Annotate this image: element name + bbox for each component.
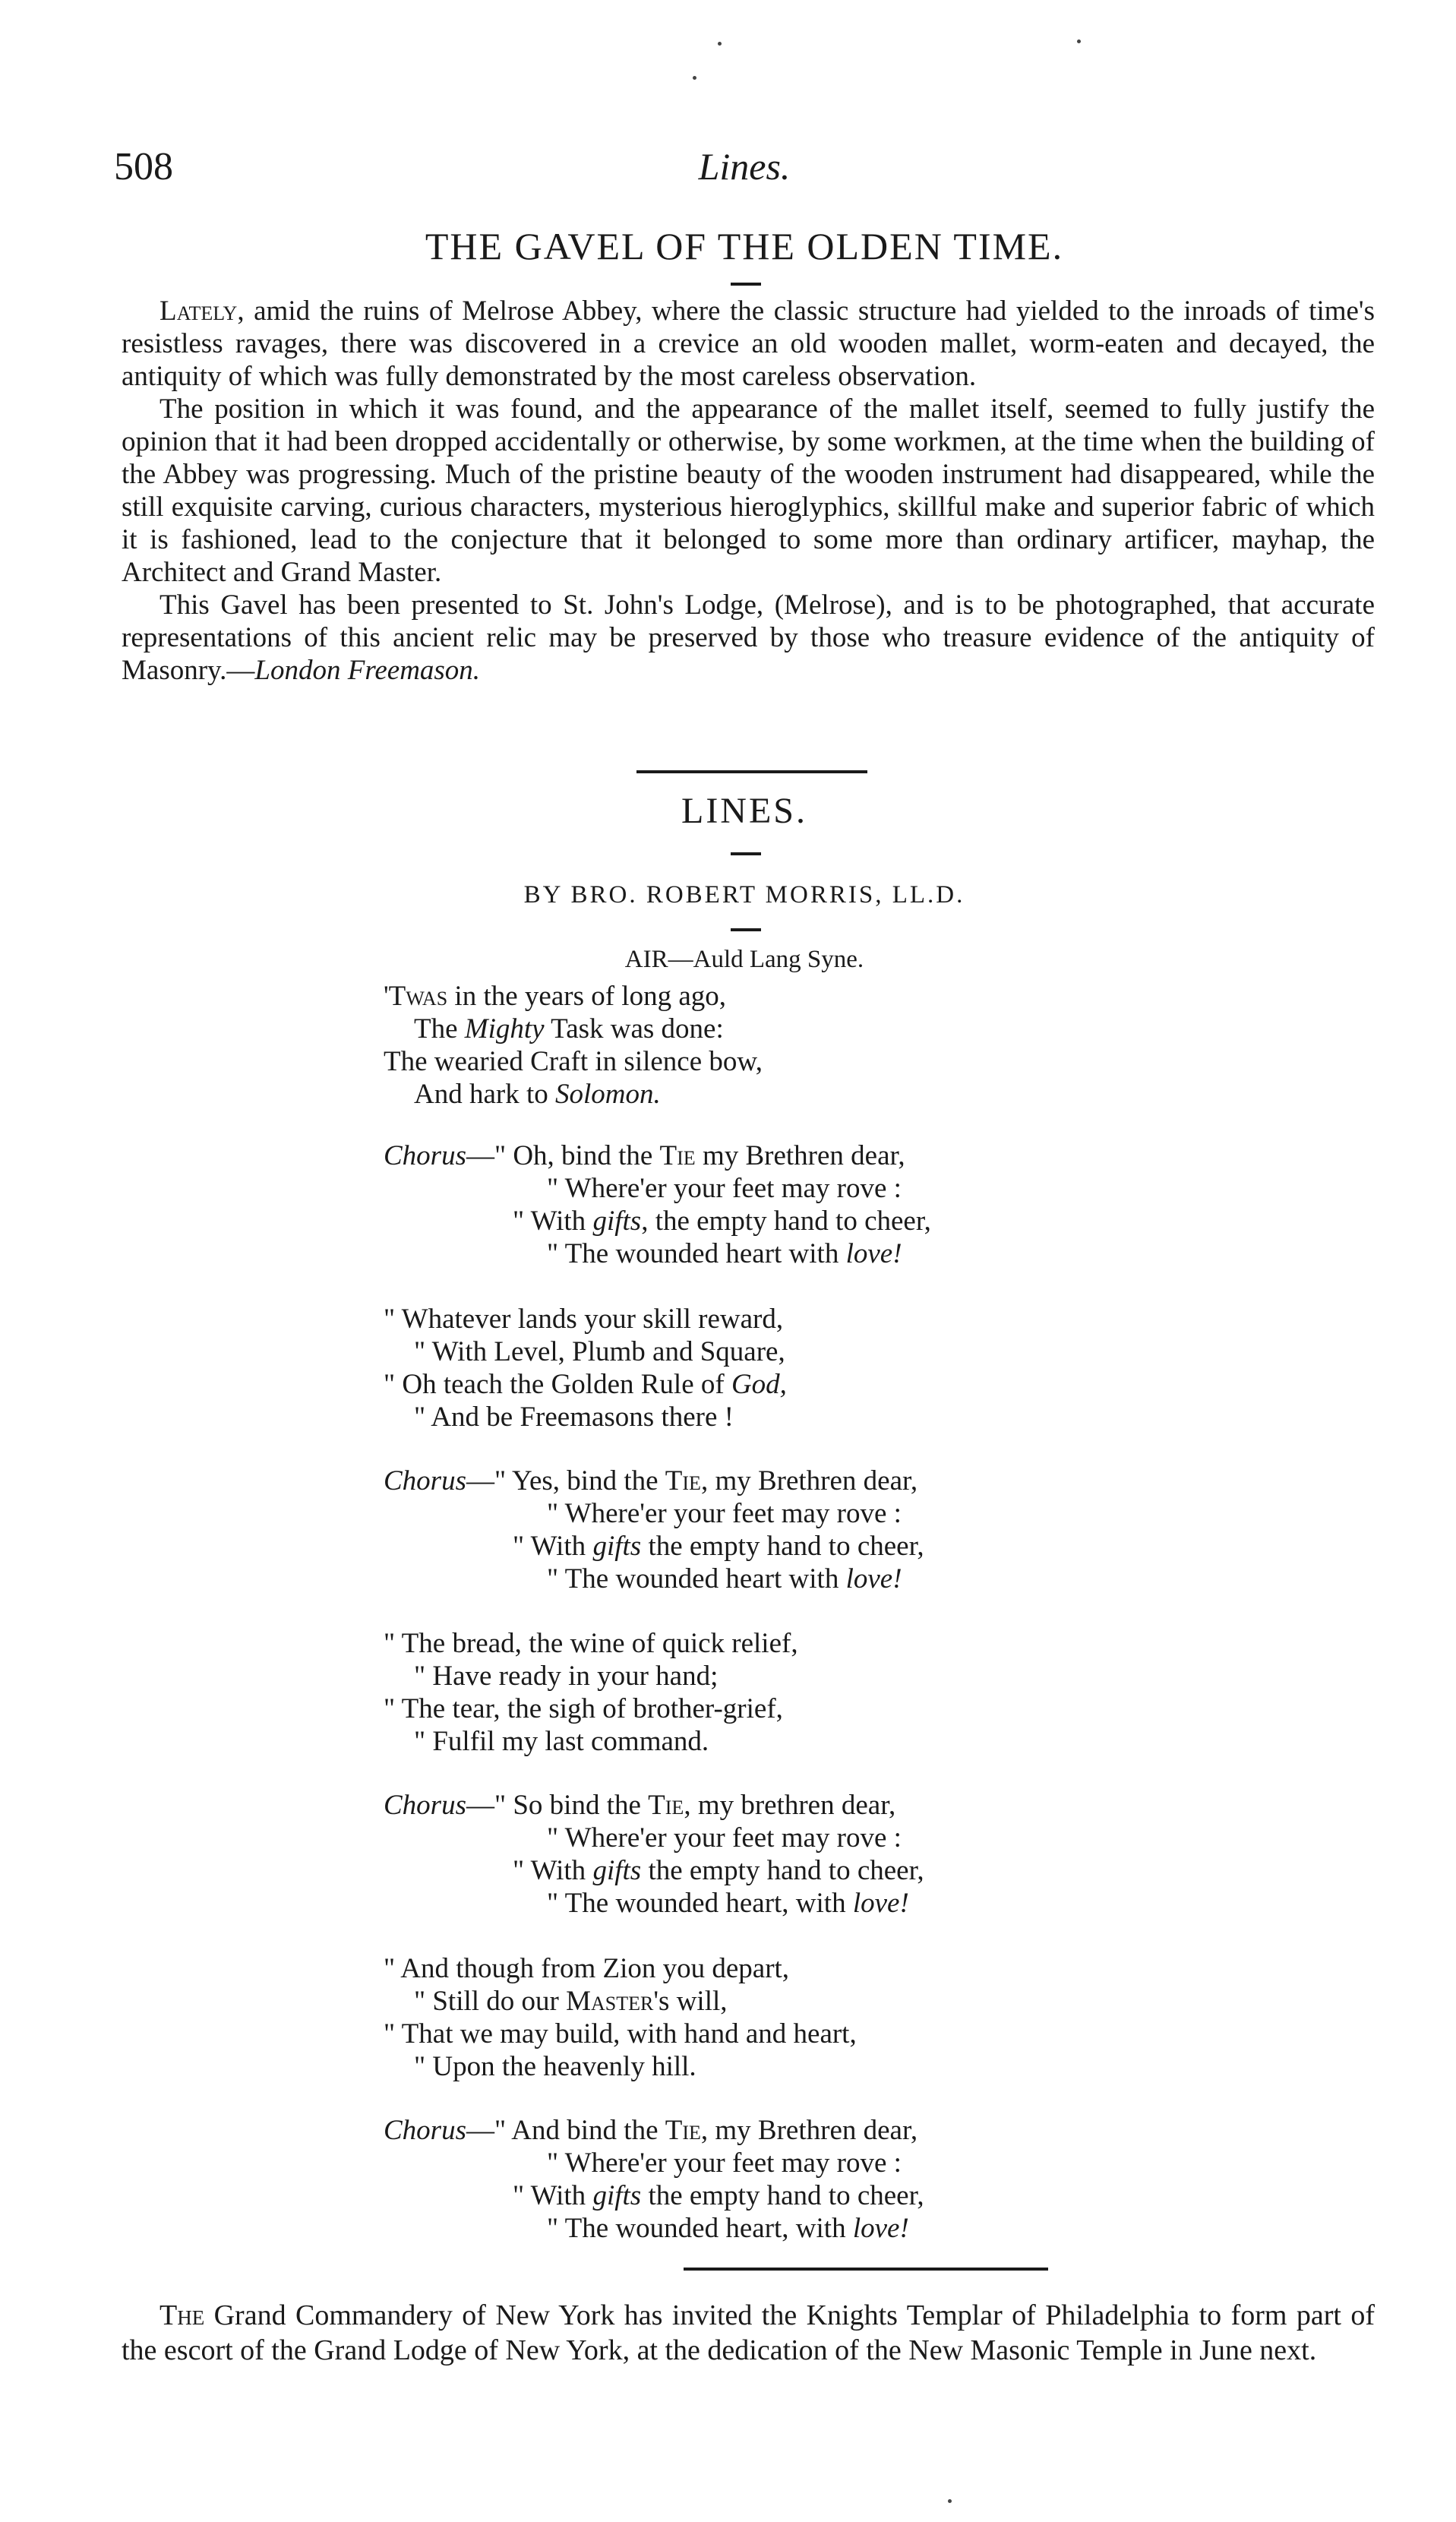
lead-word: The [159, 2299, 205, 2331]
poem-line: " Fulfil my last command. [414, 1726, 709, 1757]
poem-line: " The wounded heart with love! [547, 1563, 902, 1594]
print-speck [1077, 40, 1081, 43]
chorus-label: Chorus [384, 1465, 466, 1496]
stanza [384, 980, 1219, 1111]
running-head [114, 144, 1375, 205]
section-divider [636, 770, 867, 773]
page-number: 508 [114, 145, 173, 188]
poem-line: " Where'er your feet may rove : [547, 1822, 902, 1854]
poem-line: Chorus—" Oh, bind the Tie my Brethren dear, [384, 1140, 905, 1171]
section-divider [684, 2268, 1048, 2271]
poem-line: " That we may build, with hand and heart, [384, 2018, 857, 2050]
poem-line: The wearied Craft in silence bow, [384, 1046, 763, 1077]
poem-line: " Upon the heavenly hill. [414, 2051, 696, 2082]
poem-line: " Oh teach the Golden Rule of God, [384, 1369, 787, 1400]
lead-word: Lately [159, 295, 238, 327]
closing-notice [122, 2298, 1375, 2368]
poem-line: 'Twas in the years of long ago, [384, 981, 726, 1012]
byline-rule [731, 928, 761, 931]
poem-line: " The wounded heart, with love! [547, 1888, 909, 1919]
poem-line: " Whatever lands your skill reward, [384, 1304, 784, 1335]
poem-line: " And though from Zion you depart, [384, 1953, 790, 1984]
chorus-label: Chorus [384, 1140, 466, 1171]
poem-line: " The bread, the wine of quick relief, [384, 1628, 798, 1659]
article-body [122, 295, 1375, 687]
poem-title: LINES. [681, 791, 807, 831]
title-rule [731, 283, 761, 286]
poem-byline: BY BRO. ROBERT MORRIS, LL.D. [523, 881, 965, 909]
poem-line: " Have ready in your hand; [414, 1661, 719, 1692]
poem-air: AIR—Auld Lang Syne. [624, 946, 864, 973]
poem-title-rule [731, 852, 761, 855]
source-citation: London Freemason. [254, 655, 481, 686]
chorus-label: Chorus [384, 2115, 466, 2146]
poem-line: " With gifts, the empty hand to cheer, [513, 1206, 931, 1237]
chorus [384, 1139, 1219, 1270]
stanza [384, 1952, 1219, 2083]
closing-paragraph: The Grand Commandery of New York has invited the Knights Templar of Philadelphia to form part of the escort of the Grand Lodge of New York, at the dedication of the New Masonic Temple in June next. [122, 2299, 1375, 2366]
print-speck [948, 2499, 952, 2503]
poem-line: " The wounded heart with love! [547, 1238, 902, 1269]
poem-line: " The tear, the sigh of brother-grief, [384, 1693, 783, 1724]
poem-line: " Where'er your feet may rove : [547, 1173, 902, 1204]
poem-line: Chorus—" Yes, bind the Tie, my Brethren dear, [384, 1465, 918, 1496]
print-speck [693, 76, 696, 80]
poem-line: " With Level, Plumb and Square, [414, 1336, 785, 1367]
chorus [384, 2114, 1219, 2245]
stanza [384, 1303, 1219, 1433]
chorus-label: Chorus [384, 1790, 466, 1821]
poem-line: The Mighty Task was done: [414, 1013, 724, 1045]
poem-line: And hark to Solomon. [414, 1079, 661, 1110]
article-paragraph: This Gavel has been presented to St. John's Lodge, (Melrose), and is to be photographed, that accurate representations of this ancient relic may be preserved by those who treasure evidence of the antiquity of Masonry.—London Freemason. [122, 589, 1375, 686]
article-paragraph: Lately, amid the ruins of Melrose Abbey, where the classic structure had yielded to the inroads of time's resistless ravages, there was discovered in a crevice an old wooden mallet, worm-eaten and decayed, the antiquity of which was fully demonstrated by the most careless observation. [122, 295, 1375, 392]
poem-line: " Where'er your feet may rove : [547, 2147, 902, 2179]
poem-line: " With gifts the empty hand to cheer, [513, 1531, 924, 1562]
poem-line: Chorus—" So bind the Tie, my brethren dear, [384, 1790, 896, 1821]
article-paragraph: The position in which it was found, and the appearance of the mallet itself, seemed to fully justify the opinion that it had been dropped accidentally or otherwise, by some workmen, at the time when the building of the Abbey was progressing. Much of the pristine beauty of the wooden instrument had disappeared, while the still exquisite carving, curious characters, mysterious hieroglyphics, skillful make and superior fabric of which it is fashioned, lead to the conjecture that it belonged to some more than ordinary artificer, mayhap, the Architect and Grand Master. [122, 393, 1375, 588]
article-title: THE GAVEL OF THE OLDEN TIME. [425, 225, 1064, 267]
poem-line: " Still do our Master's will, [414, 1986, 728, 2017]
print-speck [718, 42, 722, 46]
poem-line: " And be Freemasons there ! [414, 1402, 734, 1433]
poem-line: " With gifts the empty hand to cheer, [513, 1855, 924, 1886]
running-title: Lines. [698, 145, 791, 188]
poem-line: Chorus—" And bind the Tie, my Brethren dear, [384, 2115, 918, 2146]
stanza [384, 1627, 1219, 1758]
poem-line: " Where'er your feet may rove : [547, 1498, 902, 1529]
chorus [384, 1789, 1219, 1920]
poem-line: " With gifts the empty hand to cheer, [513, 2180, 924, 2211]
poem-line: " The wounded heart, with love! [547, 2213, 909, 2244]
chorus [384, 1465, 1219, 1595]
